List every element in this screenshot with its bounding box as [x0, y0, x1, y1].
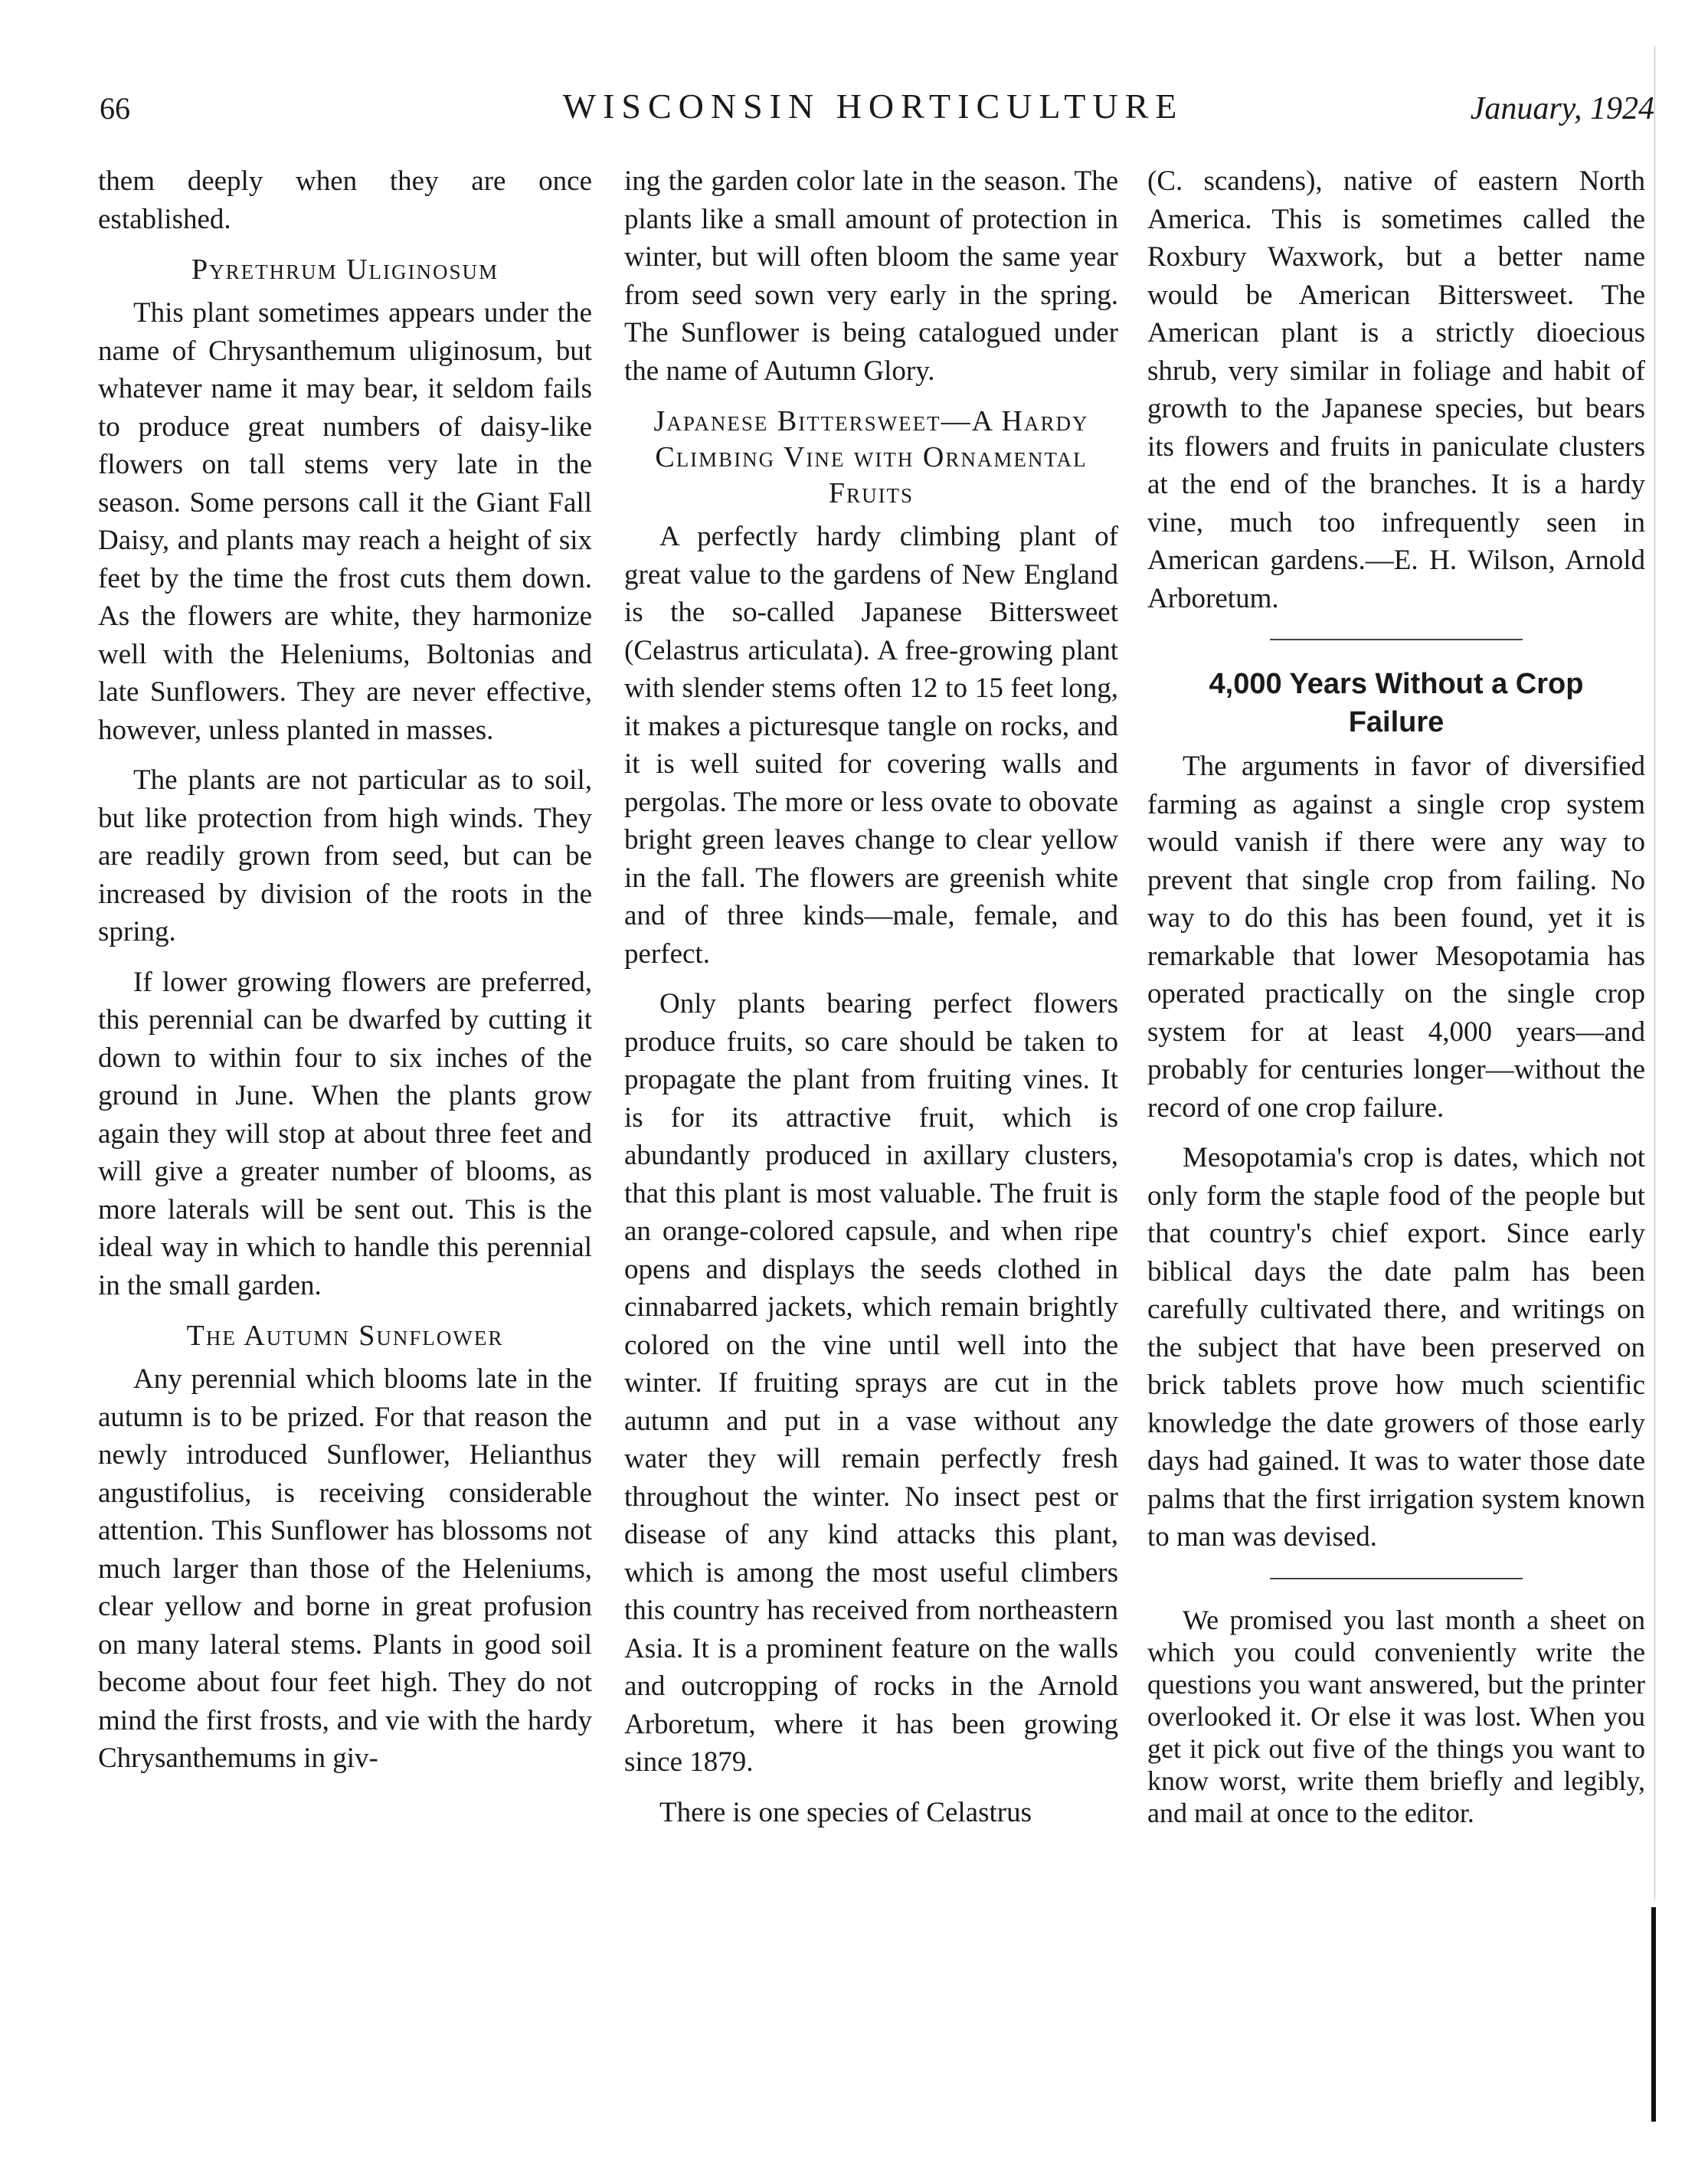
section-heading-autumn-sunflower: The Autumn Sunflower: [186, 1320, 504, 1352]
paragraph: A perfectly hardy climbing plant of great value to the gardens of New England is the so-called Japanese Bittersweet (Celastrus articulata). A free-growing plant with slender stems often 12 to 15 feet long, it makes a picturesque tangle on rocks, and it is well suited for covering walls and pergolas. The more or less ovate to obovate bright green leaves change to clear yellow in the fall. The flowers are greenish white and of three kinds—male, female, and perfect.: [624, 521, 1118, 970]
paragraph: Mesopotamia's crop is dates, which not only form the staple food of the people but that country's chief export. Since early biblical days the date palm has been carefully cultivated there, and writings on the subject that have been preserved on brick tablets prove how much scientific knowledge the date growers of those early days had gained. It was to water those date palms that the first irrigation system known to man was devised.: [1147, 1142, 1645, 1553]
paragraph: Any perennial which blooms late in the autumn is to be prized. For that reason the newly introduced Sunflower, Helianthus angustifolius, is receiving considerable attention. This Sunflower has blossoms not much larger than those of the Heleniums, clear yellow and borne in great profusion on many lateral stems. Plants in good soil become about four feet high. They do not mind the first frosts, and vie with the hardy Chrysanthemums in giv-: [98, 1363, 592, 1774]
page-number: 66: [100, 91, 130, 126]
section-heading-pyrethrum: Pyrethrum Uliginosum: [191, 254, 499, 286]
column-1: [98, 162, 592, 2123]
editor-note: We promised you last month a sheet on which you could conveniently write the questions you want answered, but the printer overlooked it. Or else it was lost. When you get it pick out five of the things you want to know worst, write them briefly and legibly, and mail at once to the editor.: [1147, 1604, 1645, 1828]
paragraph: The plants are not particular as to soil, but like protection from high winds. They are readily grown from seed, but can be increased by division of the roots in the spring.: [98, 764, 592, 947]
paragraph: Only plants bearing perfect flowers produce fruits, so care should be taken to propagate the plant from fruiting vines. It is for its attractive fruit, which is abundantly produced in axillary clusters, that this plant is most valuable. The fruit is an orange-colored capsule, and when ripe opens and displays the seeds clothed in cinnabarred jackets, which remain brightly colored on the vine until well into the winter. If fruiting sprays are cut in the autumn and put in a vase without any water they will remain perfectly fresh throughout the winter. No insect pest or disease of any kind attacks this plant, which is among the most useful climbers this country has received from northeastern Asia. It is a prominent feature on the walls and outcropping of rocks in the Arnold Arboretum, where it has been growing since 1879.: [624, 988, 1118, 1778]
paragraph: ing the garden color late in the season. The plants like a small amount of protection in winter, but will often bloom the same year from seed sown very early in the spring. The Sunflower is being catalogued under the name of Autumn Glory.: [624, 165, 1118, 387]
page-edge-bar: [1651, 1907, 1656, 2122]
paragraph: (C. scandens), native of eastern North America. This is sometimes called the Roxbury Waxwork, but a better name would be American Bittersweet. The American plant is a strictly dioecious shrub, very similar in foliage and habit of growth to the Japanese species, but bears its flowers and fruits in paniculate clusters at the end of the branches. It is a hardy vine, much too infrequently seen in American gardens.—E. H. Wilson, Arnold Arboretum.: [1147, 165, 1645, 614]
paragraph: This plant sometimes appears under the name of Chrysanthemum uliginosum, but whatever name it may bear, it seldom fails to produce great numbers of daisy-like flowers on tall stems very late in the season. Some persons call it the Giant Fall Daisy, and plants may reach a height of six feet by the time the frost cuts them down. As the flowers are white, they harmonize well with the Heleniums, Boltonias and late Sunflowers. They are never effective, however, unless planted in masses.: [98, 297, 592, 746]
section-heading-japanese-bittersweet: Japanese Bittersweet—A Hardy Climbing Vine with Ornamental Fruits: [653, 405, 1089, 509]
issue-date: January, 1924: [1470, 91, 1654, 126]
journal-title: WISCONSIN HORTICULTURE: [562, 87, 1184, 126]
column-3: [1147, 162, 1645, 2123]
paragraph: There is one species of Celastrus: [659, 1796, 1032, 1828]
paragraph: If lower growing flowers are preferred, this perennial can be dwarfed by cutting it down to within four to six inches of the ground in June. When the plants grow again they will stop at about three feet and will give a greater number of blooms, as more laterals will be sent out. This is the ideal way in which to handle this perennial in the small garden.: [98, 966, 592, 1301]
column-2: [624, 162, 1118, 2123]
divider: [1270, 1578, 1523, 1579]
page-header: [92, 87, 1654, 136]
paragraph: The arguments in favor of diversified farming as against a single crop system would vanish if there were any way to prevent that single crop from failing. No way to do this has been found, yet it is remarkable that lower Mesopotamia has operated practically on the single crop system for at least 4,000 years—and probably for centuries longer—without the record of one crop failure.: [1147, 751, 1645, 1124]
article-heading-crop-failure: 4,000 Years Without a Crop Failure: [1209, 668, 1584, 738]
divider: [1270, 639, 1523, 640]
page-edge-line: [1654, 46, 1655, 1900]
paragraph: them deeply when they are once established.: [98, 165, 592, 235]
